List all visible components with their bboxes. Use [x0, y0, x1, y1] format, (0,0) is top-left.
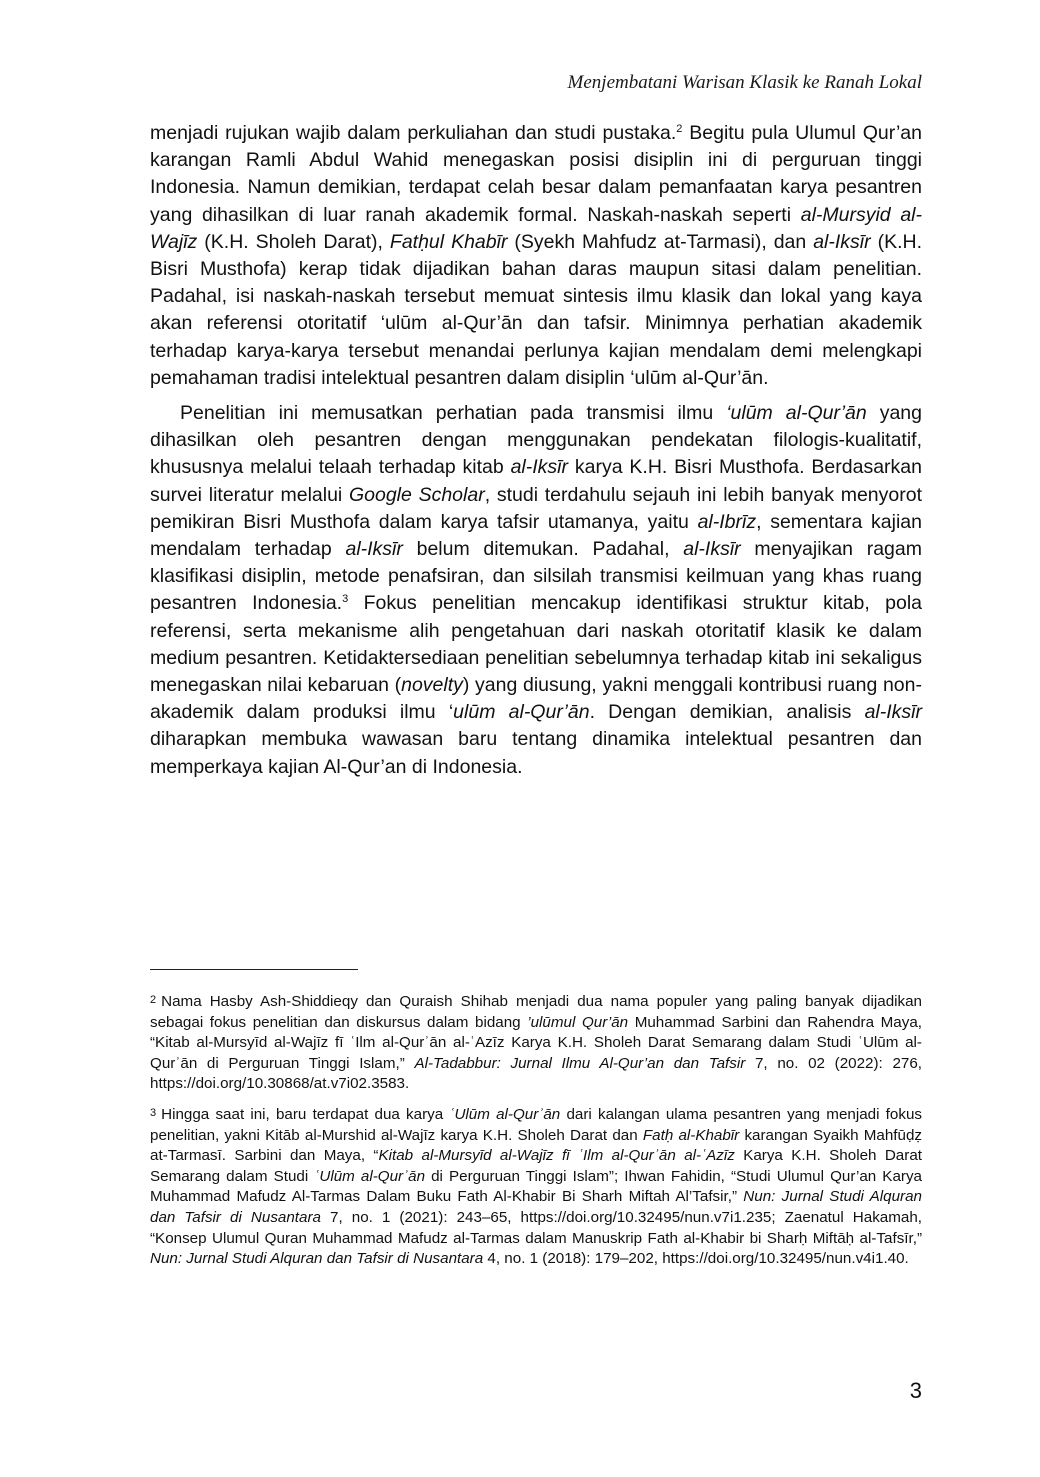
text-run: Karya K.H. Sholeh Darat Semarang dalam Studi — [150, 1147, 922, 1185]
italic-term: al-Iksīr — [813, 230, 871, 253]
text-run: Hingga saat ini, baru terdapat dua karya — [161, 1105, 450, 1123]
footnote-number: 2 — [150, 994, 157, 1006]
text-run: , sementara kajian mendalam terhadap — [150, 510, 922, 561]
text-run: dari kalangan ulama pesantren yang menjadi fokus penelitian, yakni Kitāb al-Murshid al-Wajīz karya K.H. Sholeh Darat dan — [150, 1105, 922, 1144]
paragraph-1 — [150, 120, 922, 392]
text-run: 7, no. 1 (2021): 243–65, https://doi.org/10.32495/nun.v7i1.235; Zaenatul Hakamah, “Konsep Ulumul Quran Muhammad Mafudz al-Tarmas dalam Manuskrip Fath al-Khabir bi Sharḥ Miftāḥ al-Tafsīr,” — [150, 1208, 922, 1247]
italic-term: ’ulūmul Qur’ān — [527, 1013, 629, 1031]
italic-term: ‘ulūm al-Qur’ān — [726, 402, 867, 425]
text-run: . Dengan demikian, analisis — [589, 701, 865, 724]
footnote-ref-3[interactable]: 3 — [342, 593, 349, 606]
text-run: Nama Hasby Ash-Shiddieqy dan Quraish Shihab menjadi dua nama populer yang paling banyak dijadikan sebagai fokus penelitian dan diskursus dalam bidang — [150, 993, 922, 1031]
text-run: karangan Syaikh Mahfūḍẓ at-Tarmasī. Sarbini dan Maya, “ — [150, 1126, 922, 1165]
paragraph-2 — [150, 400, 922, 781]
text-run: menyajikan ragam klasifikasi disiplin, metode penafsiran, dan silsilah transmisi keilmuan yang khas ruang pesantren Indonesia. — [150, 538, 922, 615]
text-run: (Syekh Mahfudz at-Tarmasi), dan — [507, 230, 814, 253]
text-run: Fokus penelitian mencakup identifikasi struktur kitab, pola referensi, serta mekanisme alih pengetahuan dari naskah otoritatif klasik ke dalam medium pesantren. Ketidaktersediaan penelitian sebelumnya terhadap kitab ini sekaligus menegaskan nilai kebaruan ( — [150, 592, 922, 697]
text-run: Begitu pula Ulumul Qur’an karangan Ramli Abdul Wahid menegaskan posisi disiplin ini di perguruan tinggi Indonesia. Namun demikian, terdapat celah besar dalam pemanfaatan karya pesantren yang dihasilkan di luar ranah akademik formal. Naskah-naskah seperti — [150, 122, 923, 226]
text-run: diharapkan membuka wawasan baru tentang dinamika intelektual pesantren dan memperkaya kajian Al-Qur’an di Indonesia. — [150, 728, 922, 778]
footnote-divider — [150, 969, 358, 970]
text-run: (K.H. Bisri Musthofa) kerap tidak dijadikan bahan daras maupun sitasi dalam penelitian. Padahal, isi naskah-naskah tersebut memuat sintesis ilmu klasik dan lokal yang kaya akan referensi otoritatif ‘ulūm al-Qur’ān dan tafsir. Minimnya perhatian akademik terhadap karya-karya tersebut menandai perlunya kajian mendalam demi melengkapi pemahaman tradisi intelektual pesantren dalam disiplin ‘ulūm al-Qur’ān. — [150, 230, 923, 389]
text-run: 7, no. 02 (2022): 276, https://doi.org/10.30868/at.v7i02.3583. — [150, 1054, 923, 1093]
italic-term: al-Iksīr — [683, 538, 741, 561]
italic-term: Google Scholar — [348, 483, 485, 506]
italic-term: Fatḥ al-Khabīr — [642, 1126, 740, 1144]
italic-term: al-Mursyid al-Wajīz — [150, 203, 922, 253]
text-run: ) yang diusung, yakni menggali kontribusi ruang non-akademik dalam produksi ilmu ‘ — [150, 674, 922, 724]
footnotes — [150, 990, 922, 1278]
body-text — [150, 120, 922, 781]
text-run: (K.H. Sholeh Darat), — [197, 230, 390, 253]
italic-term: ulūm al-Qur’ān — [453, 701, 590, 724]
italic-term: al-Iksīr — [345, 538, 403, 561]
journal-title: Nun: Jurnal Studi Alquran dan Tafsir di Nusantara — [150, 1250, 484, 1268]
running-header: Menjembatani Warisan Klasik ke Ranah Lokal — [567, 72, 922, 93]
footnote-ref-2[interactable]: 2 — [676, 123, 683, 135]
text-run: di Perguruan Tinggi Islam”; Ihwan Fahidin, “Studi Ulumul Qur’an Karya Muhammad Mafudz Al-Tarmas Dalam Buku Fath Al-Khabir Bi Sharh Miftah Al’Tafsir,” — [150, 1167, 922, 1206]
footnote-number: 3 — [150, 1106, 157, 1119]
text-run: , studi terdahulu sejauh ini lebih banyak menyorot pemikiran Bisri Musthofa dalam karya tafsir utamanya, yaitu — [150, 483, 922, 533]
italic-term: al-Iksīr — [510, 456, 568, 479]
journal-title: Al-Tadabbur: Jurnal Ilmu Al-Qur’an dan Tafsir — [414, 1054, 746, 1072]
journal-title: Nun: Jurnal Studi Alquran dan Tafsir di Nusantara — [150, 1188, 922, 1226]
page-number: 3 — [909, 1378, 922, 1403]
italic-term: al-Ibrīz — [697, 510, 757, 533]
text-run: Muhammad Sarbini dan Rahendra Maya, “Kitab al-Mursyīd al-Wajīz fī ʿIlm al-Qurʾān al-ʿAzīz Karya K.H. Sholeh Darat Semarang dalam Studi ʿUlūm al-Qurʾān di Perguruan Tinggi Islam,” — [150, 1013, 922, 1072]
italic-term: Kitab al-Mursyīd al-Wajīz fī ʿIlm al-Qurʾān al-ʿAzīz — [378, 1147, 735, 1165]
text-run: belum ditemukan. Padahal, — [402, 538, 684, 561]
footnote-2 — [150, 990, 922, 1095]
text-run: 4, no. 1 (2018): 179–202, https://doi.org/10.32495/nun.v4i1.40. — [483, 1250, 909, 1268]
footnote-3 — [150, 1103, 922, 1270]
italic-term: ʿUlūm al-Qurʾān — [314, 1167, 426, 1185]
italic-term: Fatḥul Khabīr — [389, 230, 508, 253]
italic-term: al-Iksīr — [864, 701, 922, 724]
text-run: Penelitian ini memusatkan perhatian pada transmisi ilmu — [180, 402, 727, 425]
italic-term: ʿUlūm al-Qurʾān — [449, 1105, 561, 1123]
italic-term: novelty — [401, 674, 463, 697]
text-run: menjadi rujukan wajib dalam perkuliahan dan studi pustaka. — [150, 122, 677, 144]
text-run: karya K.H. Bisri Musthofa. Berdasarkan survei literatur melalui — [150, 456, 922, 506]
text-run: yang dihasilkan oleh pesantren dengan menggunakan pendekatan filologis-kualitatif, khususnya melalui telaah terhadap kitab — [150, 402, 922, 479]
